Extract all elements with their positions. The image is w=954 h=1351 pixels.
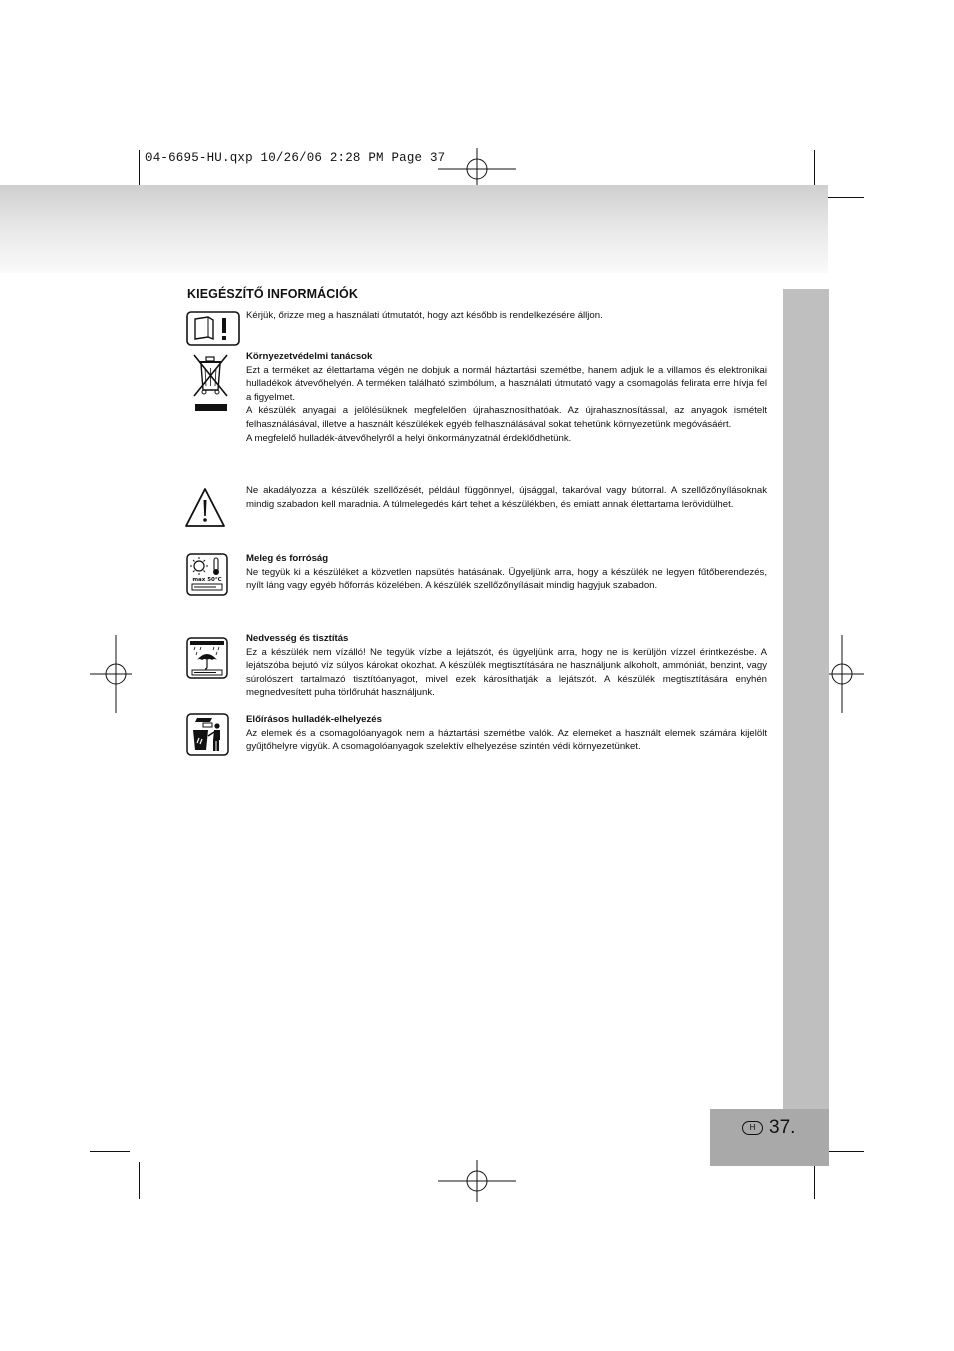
- paragraph: Ez a készülék nem vízálló! Ne tegyük vízbe a lejátszót, és ügyeljünk arra, hogy ne is kerüljön vízzel érintkezésbe. A lejátszóba bejutó víz súlyos károkat okozhat. A készülék megtisztítására ne használjunk alkoholt, ammóniát, benzint, vagy súrolószert tartalmazó tisztítóanyagot, mivel ezek károsíthatják a lejátszót. A készülék megtisztítására enyhén megnedvesített puha törlőruhát használjunk.: [246, 646, 767, 699]
- header-gradient-band: [0, 185, 828, 273]
- manual-warning-icon: [186, 311, 240, 346]
- page-number: [742, 1117, 795, 1139]
- crop-mark: [139, 150, 140, 187]
- crop-mark: [814, 1162, 815, 1199]
- section-disposal: [246, 713, 767, 754]
- section-manual: [246, 309, 767, 323]
- registration-mark-icon: [90, 635, 132, 713]
- heat-icon-label: max 50°C: [192, 577, 222, 583]
- paragraph: Ezt a terméket az élettartama végén ne dobjuk a normál háztartási szemétbe, hanem adjuk le a villamos és elektronikai hulladékok átvevőhelyén. A terméken található szimbólum, a használati útmutató vagy a csomagolás felirata erre hívja fel a figyelmet.: [246, 364, 767, 403]
- paragraph: Ne akadályozza a készülék szellőzését, például függönnyel, újsággal, takaróval vagy bútorral. A szellőzőnyílásoknak mindig szabadon kell maradnia. A túlmelegedés kárt tehet a készülékben, és emiatt annak élettartama lerövidülhet.: [246, 485, 767, 510]
- crop-mark: [139, 1162, 140, 1199]
- heat-sun-icon: [186, 553, 228, 596]
- print-slug: 04-6695-HU.qxp 10/26/06 2:28 PM Page 37: [145, 151, 446, 165]
- paragraph: Az elemek és a csomagolóanyagok nem a háztartási szemétbe valók. Az elemeket a használt elemek számára kijelölt gyűjtőhelyre vigyük. A csomagolóanyagok szelektív elhelyezése szintén védi környezetünket.: [246, 727, 767, 753]
- section-heading: Környezetvédelmi tanácsok: [246, 351, 373, 362]
- paragraph: Ne tegyük ki a készüléket a közvetlen napsütés hatásának. Ügyeljünk arra, hogy a készülék ne legyen fűtőberendezés, nyílt láng vagy egyéb hőforrás közelében. A készülék szellőzőnyílásait mindig hagyjuk szabadon.: [246, 566, 767, 592]
- crossed-bin-icon: [191, 352, 231, 412]
- section-environment: [246, 350, 767, 445]
- side-tab-band: [783, 289, 829, 1109]
- registration-mark-icon: [438, 1160, 516, 1202]
- section-title: KIEGÉSZÍTŐ INFORMÁCIÓK: [187, 287, 358, 301]
- section-heading: Nedvesség és tisztítás: [246, 633, 349, 644]
- page-number-text: 37.: [769, 1117, 796, 1138]
- section-heading: Előírásos hulladék-elhelyezés: [246, 714, 382, 725]
- umbrella-rain-icon: [186, 637, 228, 679]
- registration-mark-icon: [438, 148, 516, 190]
- section-moisture: [246, 632, 767, 700]
- section-heat: [246, 552, 767, 593]
- waste-disposal-icon: [186, 713, 229, 756]
- paragraph: A megfelelő hulladék-átvevőhelyről a helyi önkormányzatnál érdeklődhetünk.: [246, 432, 572, 444]
- section-heading: Meleg és forróság: [246, 553, 329, 564]
- crop-mark: [824, 1151, 864, 1152]
- crop-mark: [824, 197, 864, 198]
- section-ventilation: [246, 484, 767, 511]
- crop-mark: [90, 1151, 130, 1152]
- paragraph: A készülék anyagai a jelölésüknek megfelelően újrahasznosíthatóak. Az újrahasznosítással, az anyagok ismételt felhasználásával, illetve a használt készülékek egyéb felhasználásával sokat tehetünk környezetünk megóvásáért.: [246, 405, 767, 430]
- paragraph: Kérjük, őrizze meg a használati útmutatót, hogy azt később is rendelkezésére álljon.: [246, 310, 603, 321]
- language-badge: H: [742, 1121, 763, 1135]
- warning-triangle-icon: [184, 487, 226, 529]
- crop-mark: [814, 150, 815, 187]
